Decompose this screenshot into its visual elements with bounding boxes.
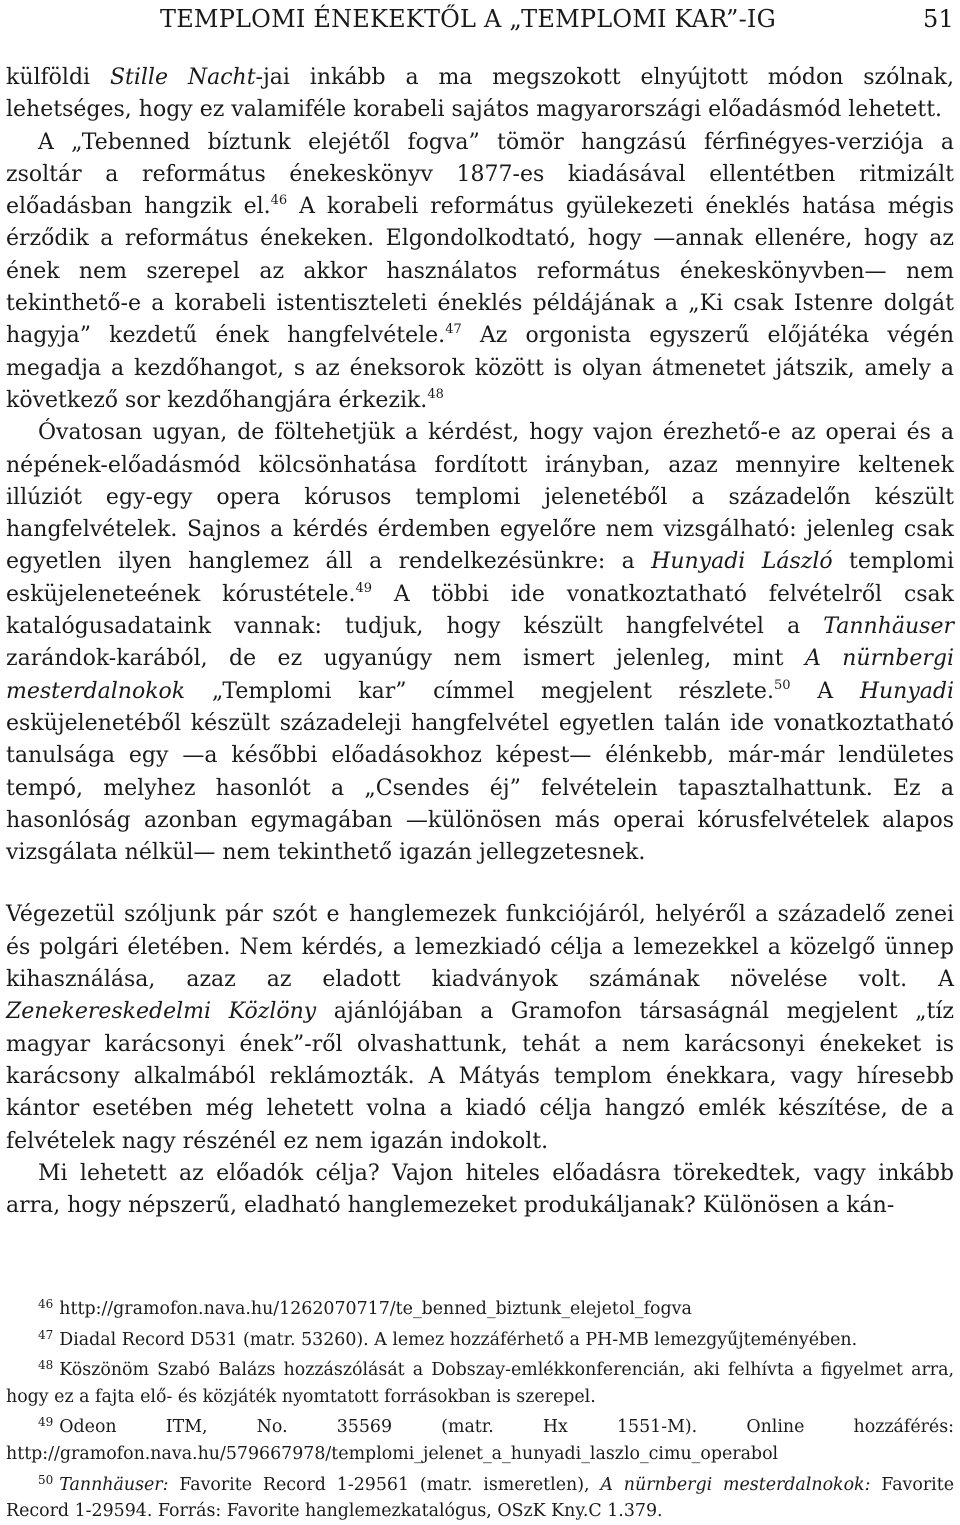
text-run: A xyxy=(790,678,860,704)
italic-title: Zenekereskedelmi Közlöny xyxy=(6,999,317,1025)
footnote-47 xyxy=(6,1327,954,1354)
italic-title: Hunyadi László xyxy=(651,549,833,575)
text-run: A korabeli református gyülekezeti éneklés hatása mégis érződik a református énekeken. Elgondolkodtató, hogy —annak ellenére, hogy az ének nem szerepel az akkor használatos református énekeskönyvben— nem tekinthető-e a korabeli istentiszteleti éneklés példájának a „Ki csak Istenre dolgát hagyja” kezdetű ének hangfelvétele. xyxy=(6,194,954,349)
running-head xyxy=(160,4,954,34)
italic-title: Stille Nacht xyxy=(109,65,256,90)
italic-title: Tannhäuser xyxy=(823,614,954,640)
footnotes xyxy=(6,1296,954,1525)
text-run: zarándok-karából, de ez ugyanúgy nem ismert jelenleg, mint xyxy=(6,646,805,672)
text-run: Az orgonista egyszerű előjátéka végén megadja a kezdőhangot, s az éneksorok között is olyan átmenetet játszik, amely a következő sor kezdőhangjára érkezik. xyxy=(6,323,954,413)
footnote-text: Favorite Record 1-29594. Forrás: Favorite hanglemezkatalógus, OSzK Kny.C 1.379. xyxy=(6,1474,955,1522)
paragraph-1 xyxy=(6,62,954,127)
footnote-ref[interactable]: 46 xyxy=(270,193,288,209)
text-run: Végezetül szóljunk pár szót e hanglemezek funkciójáról, helyéről a századelő zenei és polgári életében. Nem kérdés, a lemezkiadó célja a lemezekkel a közelgő ünnep kihasználása, azaz az eladott kiadványok számának növelése volt. A xyxy=(6,902,954,993)
paragraph-5 xyxy=(6,1158,954,1223)
body-text xyxy=(6,62,954,1222)
text-run: templomi esküjeleneteének kórustétele. xyxy=(6,549,954,607)
italic-title: Hunyadi xyxy=(859,678,955,704)
footnote-ref[interactable]: 47 xyxy=(445,322,462,338)
italic-title: A nürnbergi mesterdalnokok: xyxy=(600,1474,871,1495)
page-number: 51 xyxy=(923,5,954,33)
footnote-46 xyxy=(6,1296,954,1323)
paragraph-4 xyxy=(6,899,954,1157)
chapter-title: TEMPLOMI ÉNEKEKTŐL A „TEMPLOMI KAR”-IG xyxy=(160,5,776,33)
footnote-ref[interactable]: 50 xyxy=(773,677,791,693)
footnote-text: Favorite Record 1-29561 (matr. ismeretlen), xyxy=(168,1474,601,1495)
footnote-link[interactable]: http://gramofon.nava.hu/1262070717/te_benned_biztunk_elejetol_fogva xyxy=(59,1299,692,1319)
text-run: külföldi xyxy=(6,65,110,90)
text-run: A többi ide vonatkoztatható felvételről csak katalógusadataink vannak: tudjuk, hogy készült hangfelvétel a xyxy=(6,581,955,640)
footnote-number: 47 xyxy=(38,1327,54,1342)
footnote-text: Diadal Record D531 (matr. 53260). A lemez hozzáférhető a PH-MB lemezgyűjteményében. xyxy=(59,1329,858,1350)
footnote-number: 49 xyxy=(38,1415,54,1430)
text-run: A „Tebenned bíztunk elejétől fogva” tömör hangzású férfinégyes-verziója a zsoltár a református énekeskönyv 1877-es kiadásával ellentétben ritmizált előadásban hangzik el. xyxy=(6,129,954,220)
footnote-number: 48 xyxy=(38,1358,54,1373)
footnote-ref[interactable]: 48 xyxy=(427,386,444,402)
text-run: ajánlójában a Gramofon társaságnál megjelent „tíz magyar karácsonyi ének”-ről olvashattunk, tehát a nem karácsonyi énekeket is karácsony alkalmából reklámozták. A Mátyás templom énekkara, vagy híresebb kántor esetében még lehetett volna a kiadó célja hangzó emlék készítése, de a felvételek nagy részénél ez nem igazán indokolt. xyxy=(6,999,954,1154)
footnote-48 xyxy=(6,1357,954,1410)
text-run: Mi lehetett az előadók célja? Vajon hiteles előadásra törekedtek, vagy inkább arra, hogy népszerű, eladható hanglemezeket produkáljanak? Különösen a kán- xyxy=(6,1160,954,1219)
footnote-number: 46 xyxy=(38,1297,54,1311)
footnote-text: Köszönöm Szabó Balázs hozzászólását a Dobszay-emlékkonferencián, aki felhívta a figyelmet arra, hogy ez a fajta elő- és közjáték nyomtatott forrásokban is szerepel. xyxy=(6,1360,954,1407)
paragraph-3 xyxy=(6,417,954,869)
footnote-text: Odeon ITM, No. 35569 (matr. Hx 1551-M). Online hozzáférés: http://gramofon.nava.hu/579667978/templomi_jelenet_a_hunyadi_laszlo_cimu_operabol xyxy=(6,1417,954,1464)
footnote-number: 50 xyxy=(38,1472,54,1487)
text-run: esküjelenetéből készült századeleji hangfelvétel egyetlen talán ide vonatkoztatható tanulsága egy —a későbbi előadásokhoz képest— élénkebb, már-már lendületes tempó, melyhez hasonlót a „Csendes éj” felvételein tapasztalhattunk. Ez a hasonlóság azonban egymagában —különösen más operai kórusfelvételek alapos vizsgálata nélkül— nem tekinthető igazán jellegzetesnek. xyxy=(6,710,954,866)
italic-title: A nürnbergi mesterdalnokok xyxy=(6,646,954,704)
paragraph-2 xyxy=(6,127,954,418)
footnote-50 xyxy=(6,1472,954,1525)
text-run: Óvatosan ugyan, de föltehetjük a kérdést, hogy vajon érezhető-e az operai és a népének-előadásmód kölcsönhatása fordított irányban, azaz mennyire keltenek illúziót egy-egy opera kórusos templomi jelenetéből a századelőn készült hangfelvételek. Sajnos a kérdés érdemben egyelőre nem vizsgálható: jelenleg csak egyetlen ilyen hanglemez áll a rendelkezésünkre: a xyxy=(6,420,954,575)
italic-title: Tannhäuser: xyxy=(59,1474,169,1495)
footnote-ref[interactable]: 49 xyxy=(355,580,373,596)
text-run: „Templomi kar” címmel megjelent részlete. xyxy=(185,678,774,704)
text-run: -jai inkább a ma megszokott elnyújtott módon szólnak, lehetséges, hogy ez valamiféle korabeli sajátos magyarországi előadásmód lehetett. xyxy=(6,65,955,123)
footnote-49 xyxy=(6,1414,954,1467)
